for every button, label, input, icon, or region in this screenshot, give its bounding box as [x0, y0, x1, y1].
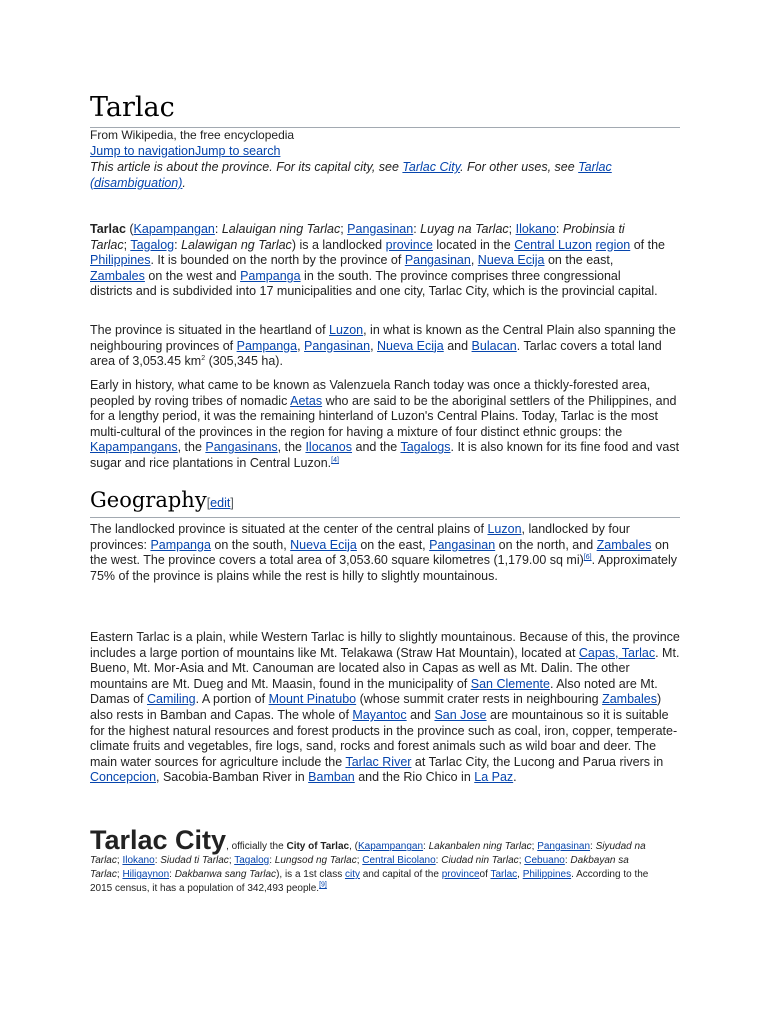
region-link[interactable]: region [595, 237, 631, 252]
pampanga-link[interactable]: Pampanga [240, 268, 301, 283]
city-link[interactable]: city [344, 869, 360, 880]
text: ; [123, 237, 131, 252]
text: : [423, 841, 429, 852]
city-title: Tarlac City [90, 825, 227, 855]
text: . A portion of [195, 692, 269, 707]
capas-tarlac-link[interactable]: Capas, Tarlac [578, 645, 656, 660]
text: : [169, 869, 175, 880]
text: ; [228, 855, 235, 866]
text: on the west and [144, 268, 241, 283]
concepcion-link[interactable]: Concepcion [90, 770, 157, 785]
aetas-link[interactable]: Aetas [290, 393, 323, 408]
text: . It is also known for its fine food and vast sugar and rice plantations in Central Luzon. [90, 440, 680, 470]
geography-heading [90, 486, 680, 518]
edit-section [207, 496, 234, 510]
jump-links [90, 144, 280, 159]
kapampangans-link[interactable]: Kapampangans [90, 440, 178, 455]
text: Eastern Tarlac is a plain, while Western Tarlac is hilly to slightly mountainous. Because of this, the province includes a large portion of mountains like Mt. Telakawa (Straw Hat Mountain), located at [90, 630, 680, 660]
reference-link[interactable]: [4] [331, 456, 339, 464]
text: ( [125, 222, 134, 236]
central-luzon-link[interactable]: Central Luzon [514, 237, 593, 252]
text: and [406, 707, 435, 722]
text: ; [340, 222, 348, 236]
text: : [555, 222, 563, 236]
pampanga-link[interactable]: Pampanga [150, 537, 211, 552]
page-title: Tarlac [90, 90, 680, 128]
text: . [513, 770, 517, 785]
text: : [564, 855, 571, 866]
text: ; [116, 869, 123, 880]
text: , officially the [226, 841, 287, 852]
text: ; [518, 855, 525, 866]
ilocanos-link[interactable]: Ilocanos [305, 440, 353, 455]
text: ; [508, 222, 516, 236]
text: who are said to be the aboriginal settlers of the Philippines, and for a lengthy period, it was the remaining hinterland of Luzon's Central Plains. Today, Tarlac is the most multi-cultural of the provinces in the region for having a mixture of four distinct ethnic groups: the [90, 393, 677, 439]
ilokano-link[interactable]: Ilokano [515, 222, 556, 236]
text: . According to the 2015 census, it has a population of 342,493 people. [90, 869, 649, 894]
native-name: Dakbanwa sang Tarlac [174, 869, 277, 880]
hatnote-text: . [182, 176, 186, 190]
mayantoc-link[interactable]: Mayantoc [352, 707, 407, 722]
text: ) is a landlocked [291, 237, 386, 252]
philippines-link[interactable]: Philippines [522, 869, 572, 880]
mount-pinatubo-link[interactable]: Mount Pinatubo [268, 692, 357, 707]
jump-to-navigation-link[interactable]: Jump to navigation [90, 144, 195, 158]
native-name: Lalawigan ng Tarlac [181, 237, 292, 252]
hatnote [90, 159, 665, 191]
text: and capital of the [359, 869, 442, 880]
text: , in what is known as the Central Plain also spanning the neighbouring provinces of [90, 323, 676, 353]
province-link[interactable]: province [385, 237, 433, 252]
text: . It is bounded on the north by the province of [150, 253, 405, 268]
text: . Tarlac covers a total land area of 3,053.45 km [90, 338, 662, 369]
pangasinan-link[interactable]: Pangasinan [537, 841, 591, 852]
text: The province is situated in the heartland of [90, 323, 330, 337]
nueva-ecija-link[interactable]: Nueva Ecija [377, 338, 444, 353]
text: of [479, 869, 491, 880]
hatnote-text: . For other uses, see [460, 160, 579, 174]
hiligaynon-link[interactable]: Hiligaynon [122, 869, 170, 880]
native-name: Lungsod ng Tarlac [274, 855, 357, 866]
site-tagline: From Wikipedia, the free encyclopedia [90, 128, 295, 142]
text: : [413, 222, 421, 236]
zambales-link[interactable]: Zambales [602, 692, 657, 707]
article-subject: Tarlac [90, 222, 126, 236]
pangasinan-link[interactable]: Pangasinan [347, 222, 414, 236]
text: : [214, 222, 222, 236]
text: . Also noted are Mt. Damas of [90, 676, 658, 707]
kapampangan-link[interactable]: Kapampangan [133, 222, 215, 236]
text: . Mt. Bueno, Mt. Mor-Asia and Mt. Canouman are located also in Capas as well as Mt. Dalin. The other mountains are Mt. Dueg and Mt. Maasin, found in the municipality of [90, 645, 680, 691]
tarlac-river-link[interactable]: Tarlac River [345, 754, 412, 769]
philippines-link[interactable]: Philippines [90, 253, 151, 268]
text: : [435, 855, 442, 866]
text: : [590, 841, 596, 852]
pampanga-link[interactable]: Pampanga [236, 338, 298, 353]
text: : [269, 855, 275, 866]
disambiguation-link[interactable]: Tarlac (disambiguation) [90, 160, 612, 190]
text: located in the [432, 237, 515, 252]
cebuano-link[interactable]: Cebuano [524, 855, 565, 866]
text: on the west. The province covers a total area of 3,053.60 square kilometres (1,179.00 sq mi) [90, 537, 669, 568]
edit-link[interactable]: edit [210, 496, 231, 510]
pangasinan-link[interactable]: Pangasinan [304, 338, 371, 353]
text: ), is a 1st class [276, 869, 345, 880]
text: on the north, and [495, 537, 597, 552]
heartland-paragraph [90, 323, 680, 370]
text: ; [531, 841, 538, 852]
province-link[interactable]: province [441, 869, 480, 880]
section-title: Geography [90, 488, 207, 512]
reference-link[interactable]: [6] [583, 554, 592, 562]
native-name: Ciudad nin Tarlac [441, 855, 519, 866]
official-name: City of Tarlac [286, 841, 350, 852]
text: The landlocked province is situated at the center of the central plains of [90, 522, 488, 536]
intro-paragraph [90, 222, 665, 300]
text: ; [356, 855, 363, 866]
native-name: Dakbayan sa Tarlac [90, 855, 629, 880]
hatnote-text: This article is about the province. For its capital city, see [90, 160, 403, 174]
luzon-link[interactable]: Luzon [329, 323, 364, 337]
tagalog-link[interactable]: Tagalog [234, 855, 270, 866]
text: ) also rests in Bamban and Capas. The whole of [90, 692, 662, 722]
text: Early in history, what came to be known as Valenzuela Ranch today was once a thickly-forested area, peopled by roving tribes of nomadic [90, 378, 651, 408]
native-name: Siudad ti Tarlac [160, 855, 229, 866]
text: : [174, 237, 182, 252]
text: , [297, 338, 305, 353]
text: ; [116, 855, 123, 866]
zambales-link[interactable]: Zambales [90, 268, 145, 283]
text: and the [352, 440, 401, 455]
tarlac-link[interactable]: Tarlac [490, 869, 518, 880]
text: , Sacobia-Bamban River in [156, 770, 309, 785]
jump-to-search-link[interactable]: Jump to search [194, 144, 281, 158]
text: and the Rio Chico in [354, 770, 475, 785]
tagalog-link[interactable]: Tagalog [130, 237, 175, 252]
text: (whose summit crater rests in neighbouring [356, 692, 603, 707]
san-jose-link[interactable]: San Jose [434, 707, 487, 722]
pangasinan-link[interactable]: Pangasinan [404, 253, 471, 268]
text: on the south, [210, 537, 291, 552]
text: of the [630, 237, 665, 252]
kapampangan-link[interactable]: Kapampangan [357, 841, 424, 852]
native-name: Lalauigan ning Tarlac [221, 222, 341, 236]
central-bicolano-link[interactable]: Central Bicolano [362, 855, 436, 866]
pangasinan-link[interactable]: Pangasinan [429, 537, 496, 552]
tarlac-city-section [90, 826, 650, 896]
text: , the [277, 440, 306, 455]
text: , [470, 253, 478, 268]
tagalogs-link[interactable]: Tagalogs [400, 440, 451, 455]
text: , ( [349, 841, 358, 852]
text: are mountainous so it is suitable for the highest natural resources and forest products in the province such as coal, iron, copper, temperate-climate fruits and vegetables, fire logs, sand, rocks and forest animals such as wild boar and deer. The main water sources for agriculture include the [90, 707, 678, 769]
text: , [370, 338, 378, 353]
text: on the east, [356, 537, 430, 552]
text: at Tarlac City, the Lucong and Parua rivers in [411, 754, 664, 769]
text: : [154, 855, 161, 866]
luzon-link[interactable]: Luzon [487, 522, 522, 536]
ilokano-link[interactable]: Ilokano [122, 855, 155, 866]
la-paz-link[interactable]: La Paz [474, 770, 514, 785]
bracket: ] [230, 496, 234, 510]
nueva-ecija-link[interactable]: Nueva Ecija [290, 537, 357, 552]
text: , [517, 869, 523, 880]
text: , landlocked by four provinces: [90, 522, 630, 552]
pangasinans-link[interactable]: Pangasinans [205, 440, 278, 455]
zambales-link[interactable]: Zambales [596, 537, 652, 552]
text: and [443, 338, 472, 353]
reference-link[interactable]: [9] [319, 881, 327, 889]
superscript: 2 [201, 355, 206, 363]
native-name: Probinsia ti Tarlac [90, 222, 625, 252]
geography-paragraph [90, 522, 680, 584]
text: on the east, [544, 253, 614, 268]
bulacan-link[interactable]: Bulacan [471, 338, 517, 353]
tarlac-city-link[interactable]: Tarlac City [402, 160, 461, 174]
text: , the [177, 440, 206, 455]
history-paragraph [90, 378, 680, 472]
native-name: Lakanbalen ning Tarlac [428, 841, 532, 852]
bamban-link[interactable]: Bamban [308, 770, 355, 785]
nueva-ecija-link[interactable]: Nueva Ecija [477, 253, 545, 268]
text: . Approximately 75% of the province is plains while the rest is hilly to slightly mountainous. [90, 553, 678, 583]
terrain-paragraph [90, 630, 680, 786]
bracket: [ [206, 496, 211, 510]
camiling-link[interactable]: Camiling [146, 692, 196, 707]
text: in the south. The province comprises three congressional districts and is subdivided into 17 municipalities and one city, Tarlac City, which is the provincial capital. [90, 268, 658, 299]
san-clemente-link[interactable]: San Clemente [470, 676, 550, 691]
text: (305,345 ha). [205, 354, 283, 369]
native-name: Luyag na Tarlac [420, 222, 509, 236]
native-name: Siyudad na Tarlac [90, 841, 646, 866]
